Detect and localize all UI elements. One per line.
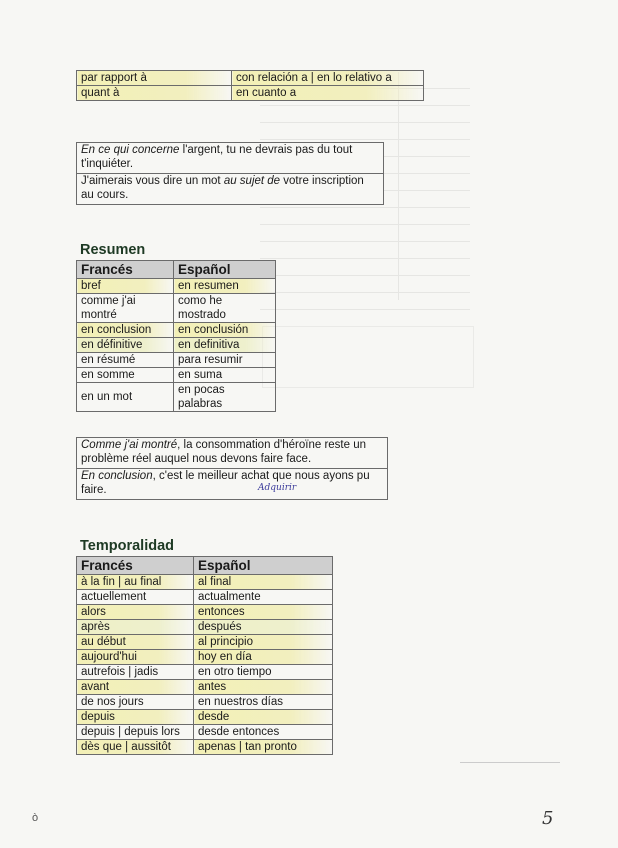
spanish-cell: con relación a | en lo relativo a <box>232 71 424 86</box>
table-row <box>77 740 333 755</box>
spanish-cell: actualmente <box>194 590 333 605</box>
spanish-cell: en suma <box>174 368 276 383</box>
table-row <box>77 710 333 725</box>
french-cell: en définitive <box>77 338 174 353</box>
spanish-cell: en nuestros días <box>194 695 333 710</box>
french-cell: de nos jours <box>77 695 194 710</box>
spanish-cell: en resumen <box>174 279 276 294</box>
spanish-cell: apenas | tan pronto <box>194 740 333 755</box>
table-row <box>77 695 333 710</box>
table-row <box>77 620 333 635</box>
table-row <box>77 86 424 101</box>
example-sentence: Comme j'ai montré, la consommation d'héroïne reste un problème réel auquel nous devons faire face. <box>81 439 366 465</box>
table-row <box>77 680 333 695</box>
french-cell: actuellement <box>77 590 194 605</box>
example-note-2 <box>76 437 388 500</box>
spanish-cell: en pocas palabras <box>174 383 276 412</box>
bleed-through-line <box>460 762 560 763</box>
table-row <box>77 605 333 620</box>
french-cell: dès que | aussitôt <box>77 740 194 755</box>
table-row <box>77 368 276 383</box>
column-header-spanish: Español <box>194 557 333 575</box>
french-cell: comme j'ai montré <box>77 294 174 323</box>
example-note-1 <box>76 142 384 205</box>
french-cell: autrefois | jadis <box>77 665 194 680</box>
spanish-cell: en otro tiempo <box>194 665 333 680</box>
french-cell: aujourd'hui <box>77 650 194 665</box>
spanish-cell: antes <box>194 680 333 695</box>
french-cell: quant à <box>77 86 232 101</box>
spanish-cell: en conclusión <box>174 323 276 338</box>
temporalidad-table <box>76 556 333 755</box>
table-row <box>77 383 276 412</box>
spanish-cell: después <box>194 620 333 635</box>
spanish-cell: en definitiva <box>174 338 276 353</box>
spanish-cell: al principio <box>194 635 333 650</box>
spanish-cell: desde <box>194 710 333 725</box>
example-sentence: En ce qui concerne l'argent, tu ne devrais pas du tout t'inquiéter. <box>81 144 353 170</box>
column-header-french: Francés <box>77 261 174 279</box>
table-row <box>77 323 276 338</box>
table-row <box>77 279 276 294</box>
example-sentence: J'aimerais vous dire un mot au sujet de votre inscription au cours. <box>77 173 383 204</box>
spanish-cell: en cuanto a <box>232 86 424 101</box>
french-cell: au début <box>77 635 194 650</box>
example-sentence: En conclusion, c'est le meilleur achat que nous ayons pu faire. <box>77 468 387 499</box>
column-header-spanish: Español <box>174 261 276 279</box>
spanish-cell: para resumir <box>174 353 276 368</box>
table-row <box>77 353 276 368</box>
table-row <box>77 575 333 590</box>
section-title-temporalidad: Temporalidad <box>80 538 174 554</box>
spanish-cell: entonces <box>194 605 333 620</box>
table-row <box>77 590 333 605</box>
french-cell: en un mot <box>77 383 174 412</box>
top-phrase-table <box>76 70 424 101</box>
spanish-cell: desde entonces <box>194 725 333 740</box>
table-row <box>77 294 276 323</box>
table-header-row <box>77 261 276 279</box>
spanish-cell: como he mostrado <box>174 294 276 323</box>
table-row <box>77 338 276 353</box>
french-cell: avant <box>77 680 194 695</box>
french-cell: depuis | depuis lors <box>77 725 194 740</box>
french-cell: par rapport à <box>77 71 232 86</box>
french-cell: bref <box>77 279 174 294</box>
french-cell: à la fin | au final <box>77 575 194 590</box>
spanish-cell: al final <box>194 575 333 590</box>
page-number: 5 <box>542 808 554 829</box>
table-row <box>77 635 333 650</box>
table-row <box>77 71 424 86</box>
french-cell: alors <box>77 605 194 620</box>
french-cell: après <box>77 620 194 635</box>
table-row <box>77 650 333 665</box>
resumen-table <box>76 260 276 412</box>
section-title-resumen: Resumen <box>80 242 146 258</box>
french-cell: en résumé <box>77 353 174 368</box>
bleed-through-note <box>262 326 474 388</box>
corner-mark: ò <box>32 812 39 824</box>
table-row <box>77 665 333 680</box>
spanish-cell: hoy en día <box>194 650 333 665</box>
french-cell: en somme <box>77 368 174 383</box>
table-header-row <box>77 557 333 575</box>
table-row <box>77 725 333 740</box>
column-header-french: Francés <box>77 557 194 575</box>
french-cell: depuis <box>77 710 194 725</box>
handwritten-annotation: Adquirir <box>258 483 297 493</box>
french-cell: en conclusion <box>77 323 174 338</box>
